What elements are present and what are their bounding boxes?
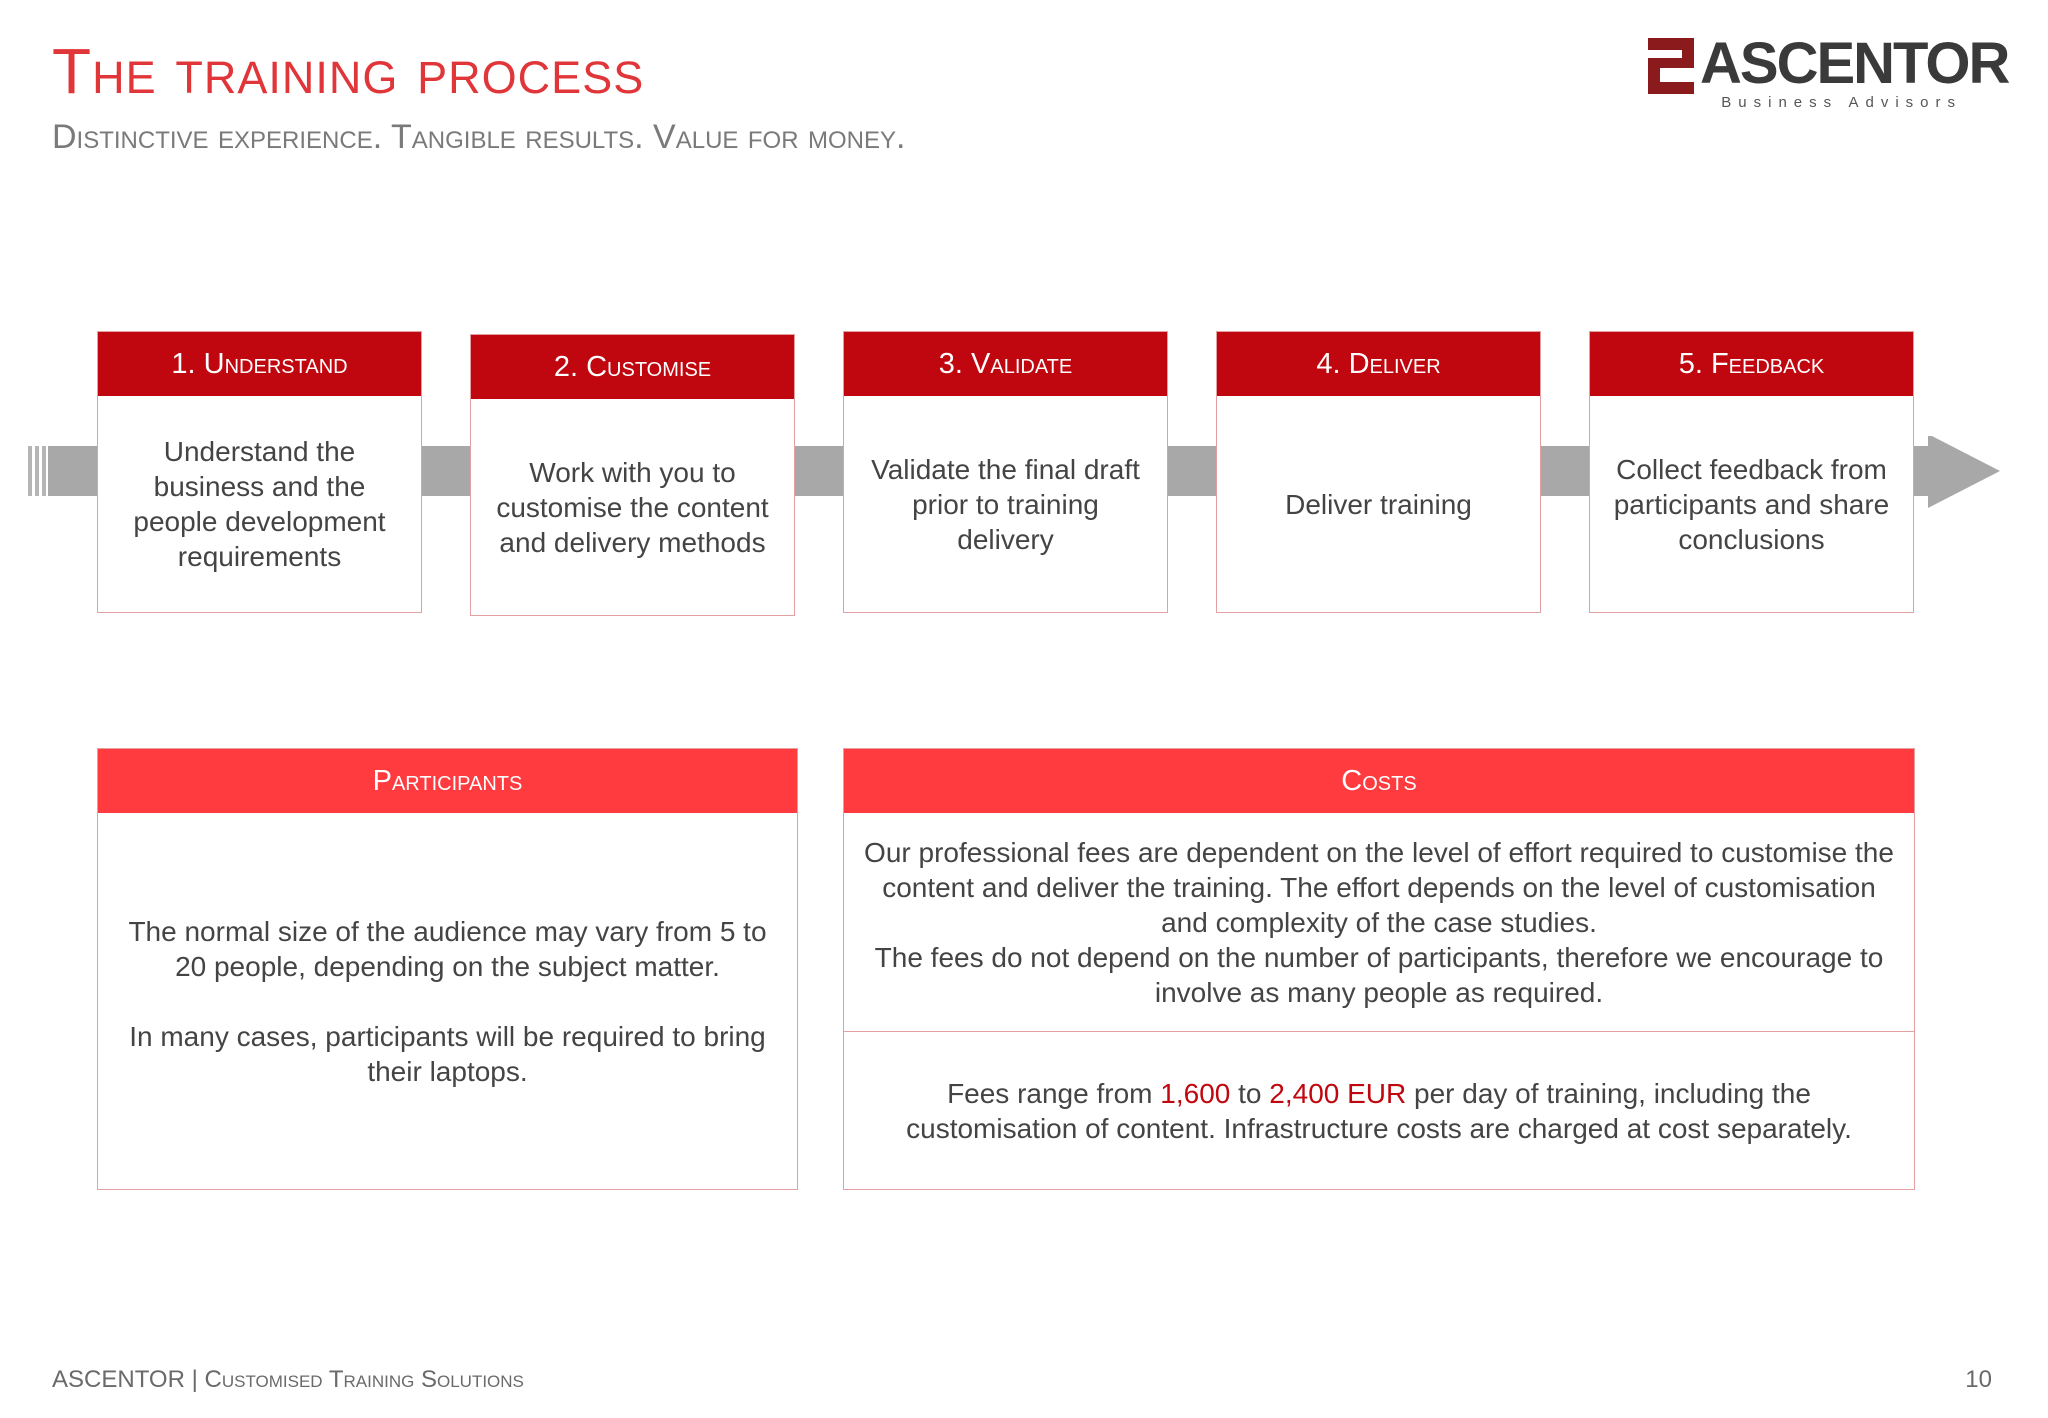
step-title: 5. Feedback xyxy=(1590,332,1913,396)
costs-heading: Costs xyxy=(844,749,1914,813)
step-description: Work with you to customise the content and delivery methods xyxy=(496,456,769,558)
page-number: 10 xyxy=(1965,1366,1992,1393)
step-description: Validate the final draft prior to training delivery xyxy=(871,453,1140,555)
footer-label xyxy=(52,1366,524,1394)
participants-panel xyxy=(97,748,798,1190)
logo-tagline: Business Advisors xyxy=(1721,94,1962,111)
logo-mark-icon xyxy=(1648,38,1696,94)
footer-text: Customised Training Solutions xyxy=(204,1366,524,1393)
fees-low-value: 1,600 xyxy=(1160,1077,1231,1109)
process-step-validate xyxy=(843,331,1168,613)
page-title: The training process xyxy=(52,35,645,107)
participants-heading: Participants xyxy=(98,749,797,813)
footer-brand: ASCENTOR xyxy=(52,1366,185,1393)
step-title: 1. Understand xyxy=(98,332,421,396)
step-title: 4. Deliver xyxy=(1217,332,1540,396)
ascentor-logo xyxy=(1648,31,2016,116)
process-step-understand xyxy=(97,331,422,613)
costs-panel xyxy=(843,748,1915,1190)
page-subtitle: Distinctive experience. Tangible results. Value for money. xyxy=(52,118,906,156)
fees-prefix: Fees range from xyxy=(947,1077,1161,1109)
fees-high-value: 2,400 EUR xyxy=(1269,1077,1407,1109)
process-step-customise xyxy=(470,334,795,616)
participants-audience-text: The normal size of the audience may vary from 5 to 20 people, depending on the subject matter. xyxy=(128,915,767,982)
step-description: Understand the business and the people development requirements xyxy=(133,436,386,572)
footer-separator: | xyxy=(184,1366,205,1393)
process-step-feedback xyxy=(1589,331,1914,613)
participants-laptops-text: In many cases, participants will be required to bring their laptops. xyxy=(129,1020,766,1087)
logo-wordmark: ASCENTOR xyxy=(1700,31,2009,96)
step-title: 2. Customise xyxy=(471,335,794,399)
step-description: Deliver training xyxy=(1285,488,1472,520)
step-description: Collect feedback from participants and share conclusions xyxy=(1613,453,1890,555)
fees-suffix: per day of training, including the customisation of content. Infrastructure costs are charged at cost separately. xyxy=(906,1077,1852,1144)
step-title: 3. Validate xyxy=(844,332,1167,396)
costs-fees-text xyxy=(884,1076,1874,1146)
process-step-deliver xyxy=(1216,331,1541,613)
costs-effort-text: Our professional fees are dependent on the level of effort required to customise the content and deliver the training. The effort depends on the level of customisation and complexity of the case studies. xyxy=(864,836,1894,938)
fees-connector: to xyxy=(1230,1077,1270,1109)
costs-participants-text: The fees do not depend on the number of participants, therefore we encourage to involve as many people as required. xyxy=(874,941,1884,1008)
